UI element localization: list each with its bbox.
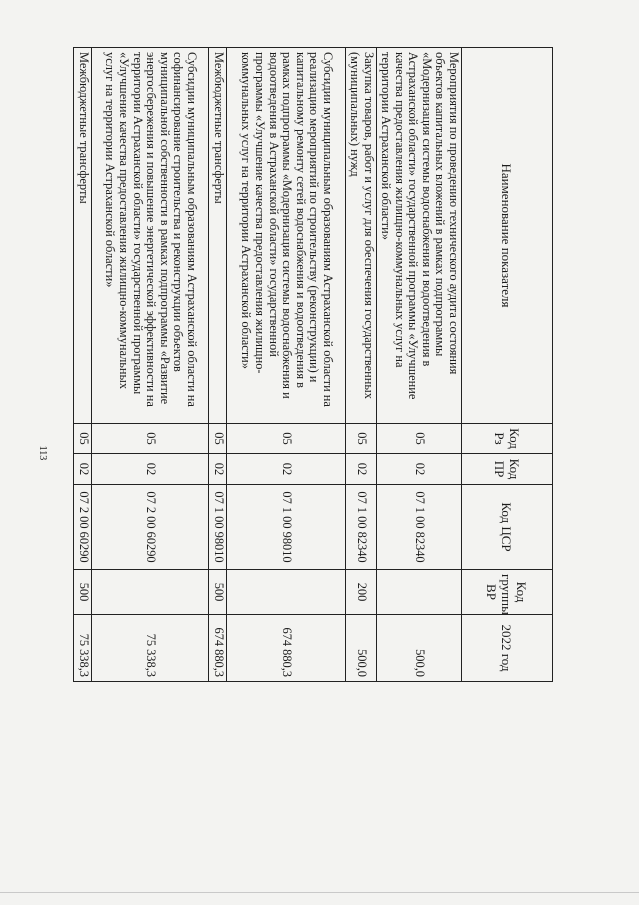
- cell-vr: [377, 570, 462, 615]
- header-year: 2022 год: [462, 615, 553, 682]
- cell-vr: 500: [209, 570, 227, 615]
- header-row: [462, 48, 553, 682]
- table-row: [377, 48, 462, 682]
- cell-amount: 75 338,3: [92, 615, 209, 682]
- cell-csr: 07 1 00 98010: [209, 485, 227, 570]
- cell-rz: 05: [227, 424, 346, 454]
- table-row: [227, 48, 346, 682]
- cell-name: Субсидии муниципальным образованиям Астраханской области на реализацию мероприятий по строительству (реконструкции) и капитальному ремонту сетей водоснабжения и водоотведения в рамках подпрограммы «Модернизация системы водоснабжения и водоотведения в Астраханской области» государственной программы «Улучшение качества предоставления жилищно-коммунальных услуг на территории Астраханской области»: [227, 48, 346, 424]
- cell-name: Субсидии муниципальным образованиям Астраханской области на софинансирование строительства и реконструкции объектов муниципальной собственности в рамках подпрограммы «Развитие энергосбережения и повышение энергетической эффективности на территории Астраханской области» государственной программы «Улучшение качества предоставления жилищно-коммунальных услуг на территории Астраханской области»: [92, 48, 209, 424]
- page-edge-line: [0, 892, 639, 893]
- header-rz: Код Рз: [462, 424, 553, 454]
- cell-rz: 05: [92, 424, 209, 454]
- cell-amount: 500,0: [377, 615, 462, 682]
- cell-csr: 07 1 00 98010: [227, 485, 346, 570]
- cell-name: Закупка товаров, работ и услуг для обеспечения государственных (муниципальных) нужд: [346, 48, 377, 424]
- cell-name: Межбюджетные трансферты: [74, 48, 92, 424]
- header-vr: Код группы ВР: [462, 570, 553, 615]
- cell-name: Межбюджетные трансферты: [209, 48, 227, 424]
- cell-rz: 05: [209, 424, 227, 454]
- cell-rz: 05: [377, 424, 462, 454]
- header-name: Наименование показателя: [462, 48, 553, 424]
- cell-pr: 02: [346, 454, 377, 485]
- cell-vr: 500: [74, 570, 92, 615]
- cell-amount: 75 338,3: [74, 615, 92, 682]
- cell-rz: 05: [346, 424, 377, 454]
- cell-vr: [92, 570, 209, 615]
- cell-amount: 500,0: [346, 615, 377, 682]
- cell-csr: 07 2 00 60290: [74, 485, 92, 570]
- header-csr: Код ЦСР: [462, 485, 553, 570]
- cell-pr: 02: [227, 454, 346, 485]
- cell-pr: 02: [377, 454, 462, 485]
- cell-csr: 07 2 00 60290: [92, 485, 209, 570]
- cell-pr: 02: [209, 454, 227, 485]
- cell-csr: 07 1 00 82340: [377, 485, 462, 570]
- cell-amount: 674 880,3: [227, 615, 346, 682]
- table-row: [209, 48, 227, 682]
- cell-rz: 05: [74, 424, 92, 454]
- cell-pr: 02: [92, 454, 209, 485]
- table-row: [74, 48, 92, 682]
- header-pr: Код ПР: [462, 454, 553, 485]
- cell-csr: 07 1 00 82340: [346, 485, 377, 570]
- table-row: [346, 48, 377, 682]
- table-row: [92, 48, 209, 682]
- cell-name: Мероприятия по проведению технического аудита состояния объектов капитальных вложений в рамках подпрограммы «Модернизация системы водоснабжения и водоотведения в Астраханской области» государственной программы «Улучшение качества предоставления жилищно-коммунальных услуг на территории Астраханской области»: [377, 48, 462, 424]
- cell-vr: 200: [346, 570, 377, 615]
- budget-table: [73, 47, 553, 682]
- cell-pr: 02: [74, 454, 92, 485]
- cell-amount: 674 880,3: [209, 615, 227, 682]
- cell-vr: [227, 570, 346, 615]
- page-number: 113: [37, 445, 48, 461]
- rotated-table-wrapper: [76, 47, 553, 681]
